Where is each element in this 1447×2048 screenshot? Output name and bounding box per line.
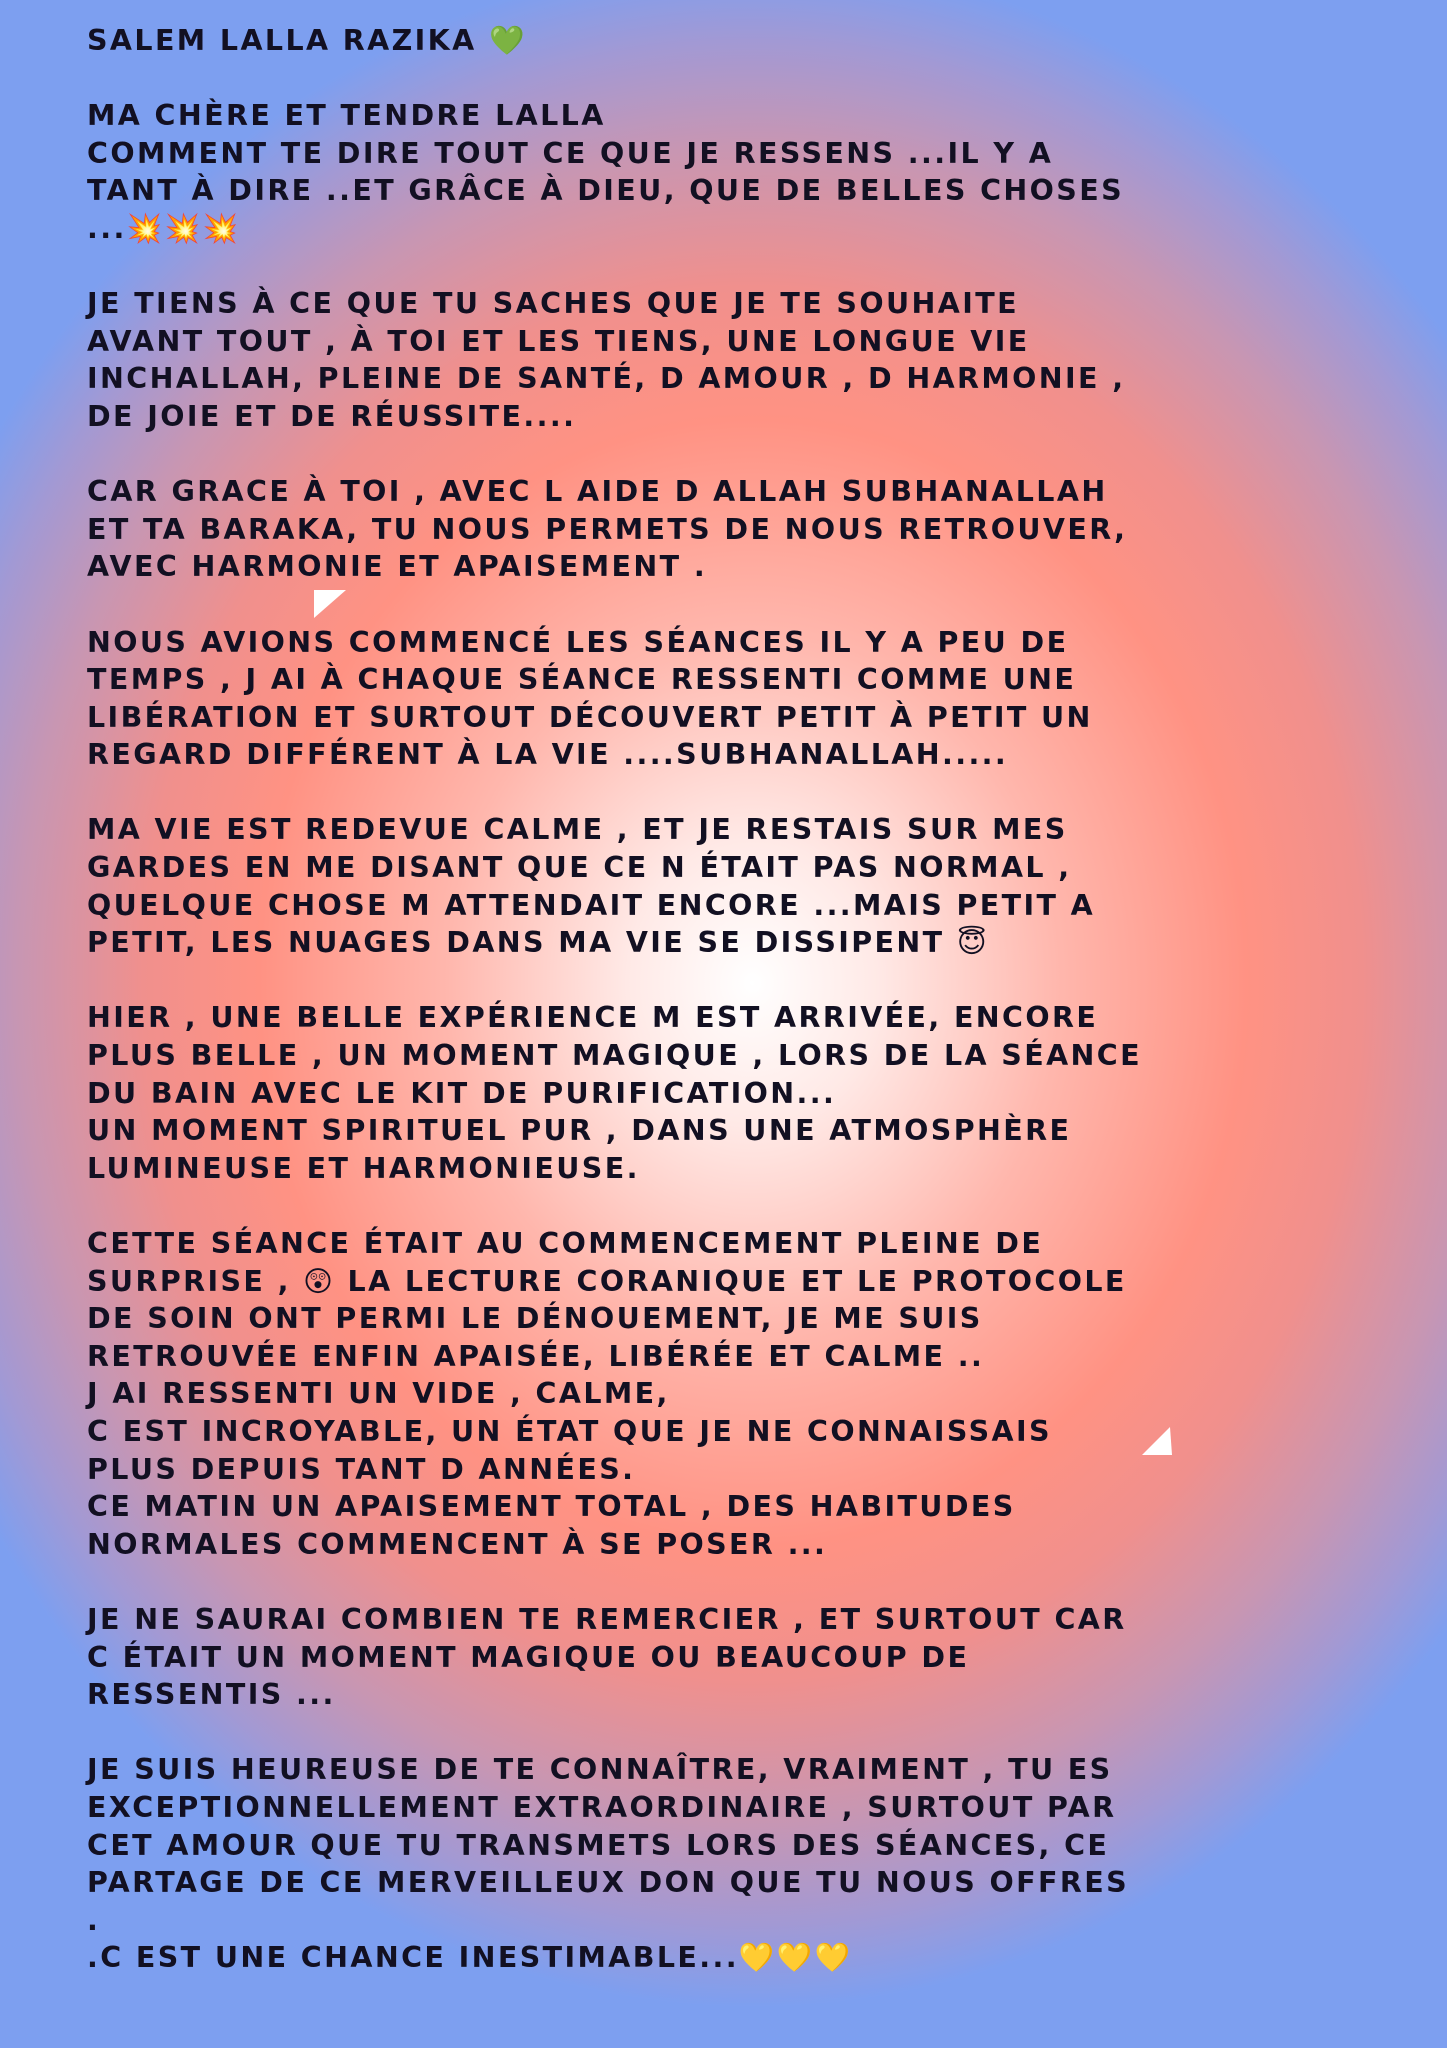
greeting-line: SALEM LALLA RAZIKA 💚 (87, 24, 527, 57)
text-line: C ÉTAIT UN MOMENT MAGIQUE OU BEAUCOUP DE (87, 1640, 970, 1674)
text-line: TANT À DIRE ..ET GRÂCE À DIEU, QUE DE BELLES CHOSES (87, 174, 1125, 208)
text-line: HIER , UNE BELLE EXPÉRIENCE M EST ARRIVÉE, ENCORE (87, 1001, 1099, 1035)
text-line: SURPRISE , 😲 LA LECTURE CORANIQUE ET LE PROTOCOLE (87, 1264, 1127, 1298)
text-line: PETIT, LES NUAGES DANS MA VIE SE DISSIPENT 😇 (87, 926, 989, 960)
paragraph-9 (87, 1751, 1387, 1977)
text-line: AVANT TOUT , À TOI ET LES TIENS, UNE LONGUE VIE (87, 324, 1030, 358)
text-line: EXCEPTIONNELLEMENT EXTRAORDINAIRE , SURTOUT PAR (87, 1790, 1117, 1824)
text-line: INCHALLAH, PLEINE DE SANTÉ, D AMOUR , D HARMONIE , (87, 362, 1126, 396)
text-line: J AI RESSENTI UN VIDE , CALME, (87, 1377, 670, 1411)
text-line: C EST INCROYABLE, UN ÉTAT QUE JE NE CONNAISSAIS (87, 1414, 1052, 1448)
text-line: LUMINEUSE ET HARMONIEUSE. (87, 1151, 640, 1185)
text-line: GARDES EN ME DISANT QUE CE N ÉTAIT PAS NORMAL , (87, 851, 1072, 885)
text-line: JE SUIS HEUREUSE DE TE CONNAÎTRE, VRAIMENT , TU ES (87, 1753, 1113, 1787)
text-line: RETROUVÉE ENFIN APAISÉE, LIBÉRÉE ET CALME .. (87, 1339, 985, 1373)
text-line: NOUS AVIONS COMMENCÉ LES SÉANCES IL Y A PEU DE (87, 625, 1069, 659)
text-line: JE NE SAURAI COMBIEN TE REMERCIER , ET SURTOUT CAR (87, 1602, 1127, 1636)
text-line: TEMPS , J AI À CHAQUE SÉANCE RESSENTI COMME UNE (87, 663, 1077, 697)
text-line: RESSENTIS ... (87, 1678, 336, 1712)
text-line: COMMENT TE DIRE TOUT CE QUE JE RESSENS ...IL Y A (87, 136, 1054, 170)
paragraph-2 (87, 285, 1387, 435)
text-line: DE SOIN ONT PERMI LE DÉNOUEMENT, JE ME SUIS (87, 1302, 983, 1336)
text-line: CET AMOUR QUE TU TRANSMETS LORS DES SÉANCES, CE (87, 1828, 1110, 1862)
text-line: PARTAGE DE CE MERVEILLEUX DON QUE TU NOUS OFFRES (87, 1866, 1130, 1900)
text-line: DE JOIE ET DE RÉUSSITE.... (87, 399, 577, 433)
text-line: PLUS DEPUIS TANT D ANNÉES. (87, 1452, 636, 1486)
text-line: ...💥💥💥 (87, 211, 241, 245)
text-line: . (87, 1903, 101, 1937)
text-line: CE MATIN UN APAISEMENT TOTAL , DES HABITUDES (87, 1490, 1016, 1524)
text-line: DU BAIN AVEC LE KIT DE PURIFICATION... (87, 1076, 837, 1110)
text-line: NORMALES COMMENCENT À SE POSER ... (87, 1527, 828, 1561)
paragraph-1 (87, 97, 1387, 247)
paragraph-3 (87, 473, 1387, 586)
text-line: ET TA BARAKA, TU NOUS PERMETS DE NOUS RETROUVER, (87, 512, 1128, 546)
text-line: QUELQUE CHOSE M ATTENDAIT ENCORE ...MAIS PETIT A (87, 888, 1096, 922)
cursor-arrow-icon (314, 590, 346, 618)
text-line: MA VIE EST REDEVUE CALME , ET JE RESTAIS SUR MES (87, 813, 1068, 847)
text-line: REGARD DIFFÉRENT À LA VIE ....SUBHANALLAH..... (87, 738, 1009, 772)
paragraph-7 (87, 1225, 1387, 1563)
text-line: UN MOMENT SPIRITUEL PUR , DANS UNE ATMOSPHÈRE (87, 1114, 1072, 1148)
paragraph-5 (87, 811, 1387, 961)
text-line: AVEC HARMONIE ET APAISEMENT . (87, 550, 708, 584)
paragraph-8 (87, 1601, 1387, 1714)
text-line: CETTE SÉANCE ÉTAIT AU COMMENCEMENT PLEINE DE (87, 1227, 1044, 1260)
greeting (87, 22, 1387, 60)
text-line: CAR GRACE À TOI , AVEC L AIDE D ALLAH SUBHANALLAH (87, 475, 1108, 509)
paragraph-4 (87, 624, 1387, 774)
text-line: LIBÉRATION ET SURTOUT DÉCOUVERT PETIT À PETIT UN (87, 700, 1093, 734)
text-line: JE TIENS À CE QUE TU SACHES QUE JE TE SOUHAITE (87, 287, 1019, 321)
paragraph-6 (87, 999, 1387, 1187)
text-line: MA CHÈRE ET TENDRE LALLA (87, 99, 606, 133)
letter-body (87, 22, 1387, 2014)
text-line: .C EST UNE CHANCE INESTIMABLE...💛💛💛 (87, 1941, 853, 1975)
cursor-arrow-icon (1142, 1427, 1172, 1455)
text-line: PLUS BELLE , UN MOMENT MAGIQUE , LORS DE LA SÉANCE (87, 1039, 1142, 1073)
